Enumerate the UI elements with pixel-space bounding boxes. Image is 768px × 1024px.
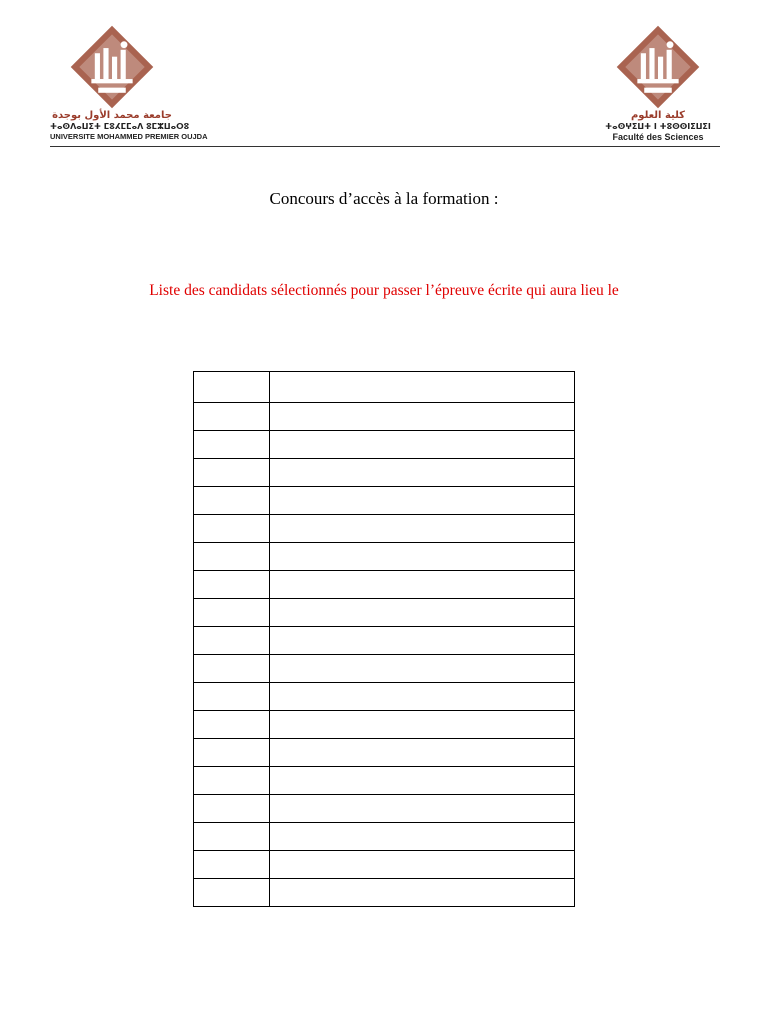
table-cell-name — [270, 711, 575, 739]
faculty-emblem-icon — [608, 24, 708, 110]
table-cell-name — [270, 403, 575, 431]
table-cell-number — [194, 683, 270, 711]
table-cell-number — [194, 795, 270, 823]
candidates-table-body — [194, 372, 575, 907]
table-cell-number — [194, 823, 270, 851]
faculty-name-tifinagh: ⵜⴰⵙⵖⵉⵡⵜ ⵏ ⵜⵓⵙⵙⵏⵉⵡⵉⵏ — [605, 122, 711, 131]
table-cell-name — [270, 543, 575, 571]
table-row — [194, 823, 575, 851]
table-cell-name — [270, 571, 575, 599]
header-divider — [50, 146, 720, 147]
table-cell-name — [270, 431, 575, 459]
table-cell-name — [270, 879, 575, 907]
table-row — [194, 459, 575, 487]
table-cell-number — [194, 599, 270, 627]
table-cell-number — [194, 655, 270, 683]
university-name-tifinagh: ⵜⴰⵙⴷⴰⵡⵉⵜ ⵎⵓⵃⵎⵎⴰⴷ ⵓⵎⵣⵡⴰⵔⵓ — [50, 122, 190, 131]
table-row — [194, 739, 575, 767]
table-cell-name — [270, 823, 575, 851]
table-row — [194, 543, 575, 571]
table-row — [194, 879, 575, 907]
table-cell-number — [194, 459, 270, 487]
table-cell-name — [270, 459, 575, 487]
faculty-name-french: Faculté des Sciences — [612, 132, 704, 142]
table-row — [194, 515, 575, 543]
table-cell-number — [194, 711, 270, 739]
table-cell-name — [270, 487, 575, 515]
document-title: Concours d’accès à la formation : — [269, 189, 499, 208]
table-cell-number — [194, 543, 270, 571]
table-cell-name — [270, 767, 575, 795]
table-cell-name — [270, 739, 575, 767]
faculty-name-arabic: كلية العلوم — [630, 110, 686, 121]
table-cell-number — [194, 739, 270, 767]
table-cell-number — [194, 431, 270, 459]
table-cell-number — [194, 487, 270, 515]
table-cell-name — [270, 372, 575, 403]
table-row — [194, 627, 575, 655]
table-cell-number — [194, 372, 270, 403]
table-cell-name — [270, 655, 575, 683]
faculty-logo-block — [596, 24, 720, 143]
table-row — [194, 795, 575, 823]
table-cell-name — [270, 795, 575, 823]
university-logo-block — [50, 24, 208, 141]
table-row — [194, 599, 575, 627]
table-row — [194, 655, 575, 683]
table-row — [194, 403, 575, 431]
university-emblem-icon — [62, 24, 162, 110]
table-row — [194, 372, 575, 403]
table-cell-name — [270, 599, 575, 627]
table-row — [194, 571, 575, 599]
document-subtitle: Liste des candidats sélectionnés pour passer l’épreuve écrite qui aura lieu le — [149, 282, 619, 299]
table-cell-name — [270, 627, 575, 655]
table-cell-number — [194, 515, 270, 543]
table-row — [194, 683, 575, 711]
university-name-arabic: جامعة محمد الأول بوجدة — [52, 110, 172, 121]
table-cell-number — [194, 767, 270, 795]
table-cell-number — [194, 879, 270, 907]
table-cell-number — [194, 403, 270, 431]
table-row — [194, 431, 575, 459]
table-cell-number — [194, 627, 270, 655]
university-name-french: UNIVERSITE MOHAMMED PREMIER OUJDA — [50, 132, 208, 141]
table-row — [194, 487, 575, 515]
table-row — [194, 851, 575, 879]
candidates-table — [193, 371, 575, 907]
table-row — [194, 767, 575, 795]
table-cell-number — [194, 851, 270, 879]
table-cell-name — [270, 851, 575, 879]
table-row — [194, 711, 575, 739]
table-cell-name — [270, 683, 575, 711]
table-cell-number — [194, 571, 270, 599]
table-cell-name — [270, 515, 575, 543]
